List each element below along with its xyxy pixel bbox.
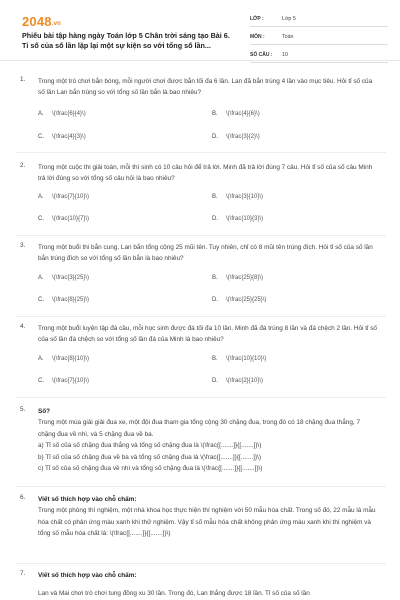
question-divider xyxy=(16,316,386,317)
option-c[interactable] xyxy=(38,378,89,384)
meta-row-count xyxy=(250,48,388,63)
question-text: Trong một mùa giải giải đua xe, một đội đua tham gia tổng cộng 30 chặng đua, trong đó có 18 chặng đua thắng, 7 chặng đua về nhì, và 5 chặng đua về ba. xyxy=(38,419,360,438)
option-text: \(\frac{25}{25}\) xyxy=(226,297,267,303)
option-text: \(\frac{10}{10}\) xyxy=(226,356,267,362)
meta-value: Toán xyxy=(282,34,294,40)
question-number: 2. xyxy=(20,162,26,169)
option-text: \(\frac{3}{25}\) xyxy=(52,275,90,281)
question-text: Trong một trò chơi bắn bóng, mỗi người chơi được bắn tối đa 6 lần. Lan đã bắn trúng 4 lần vào mục tiêu. Hỏi tỉ số của số lần Lan bắn trúng so với tổng số lần bắn là bao nhiêu? xyxy=(38,78,373,97)
option-c[interactable] xyxy=(38,134,86,140)
option-text: \(\frac{6}{4}\) xyxy=(52,111,86,117)
option-c[interactable] xyxy=(38,297,89,303)
meta-label: MÔN : xyxy=(250,34,265,40)
option-letter: D. xyxy=(212,134,218,140)
option-text: \(\frac{3}{2}\) xyxy=(226,134,260,140)
question-heading: Số? xyxy=(38,408,51,415)
option-letter: C. xyxy=(38,297,44,303)
option-letter: A. xyxy=(38,356,44,362)
option-letter: A. xyxy=(38,111,44,117)
meta-row-class xyxy=(250,12,388,27)
question-number: 1. xyxy=(20,76,26,83)
option-b[interactable] xyxy=(212,275,263,281)
question-body xyxy=(38,570,378,600)
option-letter: C. xyxy=(38,378,44,384)
option-a[interactable] xyxy=(38,356,89,362)
option-text: \(\frac{7}{10}\) xyxy=(52,194,90,200)
option-letter: D. xyxy=(212,297,218,303)
worksheet-meta xyxy=(250,12,388,66)
question-number: 7. xyxy=(20,570,26,577)
question-text: Lan và Mai chơi trò chơi tung đồng xu 30 lần. Trong đó, Lan thắng được 18 lần. Tỉ số của số lần xyxy=(38,590,310,598)
option-text: \(\frac{8}{25}\) xyxy=(52,297,90,303)
meta-value: Lớp 5 xyxy=(282,16,296,22)
question-text: Trong một buổi luyện tập đá cầu, mỗi học sinh được đá tối đa 10 lần. Minh đã đá trúng 8 lần và đá chệch 2 lần. Hỏi tỉ số của số lần đá chệch so với tổng số lần đá của Minh là bao nhiêu? xyxy=(38,325,377,344)
question-heading: Viết số thích hợp vào chỗ chấm: xyxy=(38,572,137,579)
meta-row-subject xyxy=(250,30,388,45)
question-body xyxy=(38,494,378,540)
option-a[interactable] xyxy=(38,111,86,117)
option-text: \(\frac{3}{10}\) xyxy=(226,194,264,200)
option-letter: A. xyxy=(38,275,44,281)
option-text: \(\frac{4}{3}\) xyxy=(52,134,86,140)
option-text: \(\frac{2}{10}\) xyxy=(226,378,264,384)
option-a[interactable] xyxy=(38,194,89,200)
logo-text: 2048 xyxy=(22,14,52,29)
option-text: \(\frac{8}{10}\) xyxy=(52,356,90,362)
question-heading: Viết số thích hợp vào chỗ chấm: xyxy=(38,496,137,503)
option-letter: B. xyxy=(212,275,218,281)
option-text: \(\frac{7}{10}\) xyxy=(52,378,90,384)
option-d[interactable] xyxy=(212,216,263,222)
option-d[interactable] xyxy=(212,134,260,140)
question-number: 4. xyxy=(20,323,26,330)
option-letter: D. xyxy=(212,216,218,222)
worksheet-title: Phiếu bài tập hàng ngày Toán lớp 5 Chân trời sáng tạo Bài 6. Tỉ số của số lần lặp lại một sự kiện so với tổng số lần... xyxy=(22,31,230,50)
option-letter: D. xyxy=(212,378,218,384)
option-b[interactable] xyxy=(212,194,263,200)
meta-value: 10 xyxy=(282,52,288,58)
worksheet-header xyxy=(0,0,400,61)
question-divider xyxy=(16,235,386,236)
question-text[interactable]: Trong một phòng thí nghiệm, một nhà khoa học thực hiện thí nghiệm với 50 mẫu hóa chất. Trong số đó, 22 mẫu là mẫu hóa chất có phản ứng màu xanh khi thử nghiệm. Vậy tỉ số mẫu hóa chất không phản ứng màu xanh khi thí nghiệm và tổng số mẫu hóa chất là: \(\frac{[.......]}{[.......]}\) xyxy=(38,507,376,538)
option-d[interactable] xyxy=(212,297,266,303)
question-number: 6. xyxy=(20,494,26,501)
answer-line-a[interactable]: a) Tỉ số của số chặng đua thắng và tổng số chặng đua là \(\frac{[.......]}{[.......]}\) xyxy=(38,442,262,450)
option-b[interactable] xyxy=(212,111,260,117)
site-logo[interactable] xyxy=(22,14,61,29)
answer-line-b[interactable]: b) Tỉ số của số chặng đua về ba và tổng số chặng đua là \(\frac{[.......]}{[.......]}\) xyxy=(38,453,261,461)
meta-label: SỐ CÂU : xyxy=(250,52,273,58)
option-b[interactable] xyxy=(212,356,266,362)
option-letter: B. xyxy=(212,356,218,362)
option-text: \(\frac{25}{8}\) xyxy=(226,275,264,281)
option-text: \(\frac{10}{3}\) xyxy=(226,216,264,222)
option-a[interactable] xyxy=(38,275,89,281)
meta-label: LỚP : xyxy=(250,16,264,22)
option-text: \(\frac{10}{7}\) xyxy=(52,216,90,222)
option-c[interactable] xyxy=(38,216,89,222)
logo-suffix: .vn xyxy=(51,21,62,27)
question-text: Trong một buổi thi bắn cung, Lan bắn tổng cộng 25 mũi tên. Tuy nhiên, chỉ có 8 mũi tên trúng đích. Hỏi tỉ số của số lần bắn trúng đích so với tổng số lần bắn là bao nhiêu? xyxy=(38,244,373,263)
question-body xyxy=(38,406,378,474)
option-text: \(\frac{4}{6}\) xyxy=(226,111,260,117)
question-number: 3. xyxy=(20,242,26,249)
option-letter: B. xyxy=(212,194,218,200)
question-divider xyxy=(16,152,386,153)
question-number: 5. xyxy=(20,406,26,413)
option-letter: C. xyxy=(38,216,44,222)
option-letter: C. xyxy=(38,134,44,140)
question-divider xyxy=(16,397,386,398)
question-divider xyxy=(16,486,386,487)
question-text: Trong một cuộc thi giải toán, mỗi thí sinh có 10 câu hỏi để trả lời. Minh đã trả lời đúng 7 câu. Hỏi tỉ số của số câu Minh trả lời đúng so với tổng số câu hỏi là bao nhiêu? xyxy=(38,164,373,183)
option-letter: B. xyxy=(212,111,218,117)
question-divider xyxy=(16,563,386,564)
option-d[interactable] xyxy=(212,378,263,384)
answer-line-c[interactable]: c) Tỉ số của số chặng đua về nhì và tổng số chặng đua là \(\frac{[.......]}{[.......]}\) xyxy=(38,465,263,473)
option-letter: A. xyxy=(38,194,44,200)
